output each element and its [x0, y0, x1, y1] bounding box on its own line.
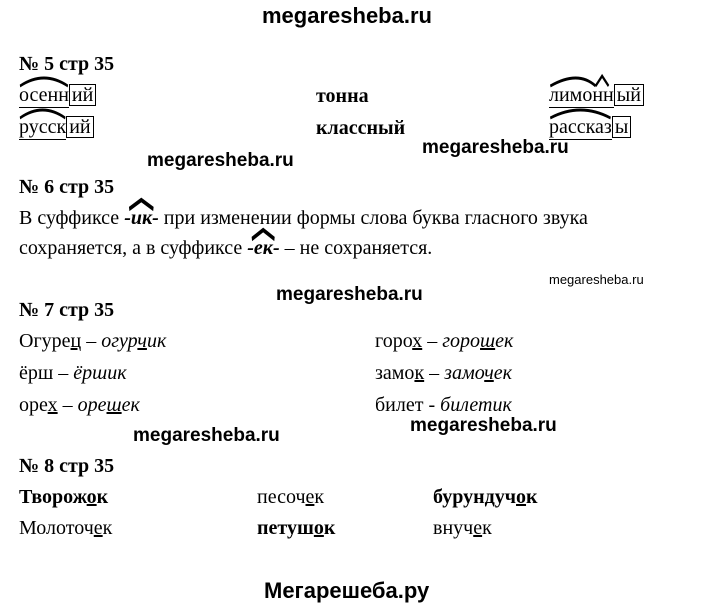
- word-pair: горох – горошек: [375, 330, 514, 352]
- word-pair: орех – орешек: [19, 394, 140, 416]
- word-pair: билет - билетик: [375, 394, 512, 416]
- word-item: бурундучок: [433, 486, 538, 508]
- exercise-6-title: № 6 стр 35: [19, 176, 115, 198]
- exercise-6-line-2: сохраняется, а в суффиксе -ек- – не сохраняется.: [19, 237, 432, 260]
- suffix-ek: -ек-: [247, 237, 279, 260]
- word-plain: классный: [316, 117, 406, 139]
- word-morpheme-parse: [549, 84, 644, 108]
- word-pair: Огурец – огурчик: [19, 330, 167, 352]
- word-plain: тонна: [316, 85, 369, 107]
- word-morpheme-parse: [19, 116, 94, 140]
- watermark: megaresheba.ru: [133, 425, 280, 446]
- word-item: петушок: [257, 517, 336, 539]
- watermark: megaresheba.ru: [147, 150, 294, 171]
- word-morpheme-parse: [19, 84, 96, 108]
- suffix-ik: -ик-: [124, 207, 159, 230]
- word-ending-box: ий: [69, 84, 96, 106]
- word-root: осенн: [19, 84, 69, 108]
- watermark: megaresheba.ru: [410, 415, 557, 436]
- word-pair: замок – замочек: [375, 362, 512, 384]
- word-root: лимонн: [549, 84, 614, 108]
- word-morpheme-parse: [549, 116, 631, 140]
- word-item: Молоточек: [19, 517, 113, 539]
- word-item: внучек: [433, 517, 492, 539]
- watermark-small: megaresheba.ru: [549, 272, 644, 287]
- word-root: рассказ: [549, 116, 612, 140]
- word-ending-box: ый: [614, 84, 644, 106]
- exercise-7-title: № 7 стр 35: [19, 299, 115, 321]
- watermark: megaresheba.ru: [422, 137, 569, 158]
- word-root: русск: [19, 116, 66, 140]
- word-item: Творожок: [19, 486, 109, 508]
- exercise-8-title: № 8 стр 35: [19, 455, 115, 477]
- exercise-6-line-1: В суффиксе -ик- при изменении формы слова буква гласного звука: [19, 207, 588, 230]
- word-ending-box: ы: [612, 116, 631, 138]
- watermark: megaresheba.ru: [276, 284, 423, 305]
- watermark-top: megaresheba.ru: [262, 3, 432, 28]
- word-item: песочек: [257, 486, 325, 508]
- word-pair: ёрш – ёршик: [19, 362, 127, 384]
- exercise-5-title: № 5 стр 35: [19, 53, 115, 75]
- word-ending-box: ий: [66, 116, 93, 138]
- watermark-bottom: Мегарешеба.ру: [264, 578, 430, 603]
